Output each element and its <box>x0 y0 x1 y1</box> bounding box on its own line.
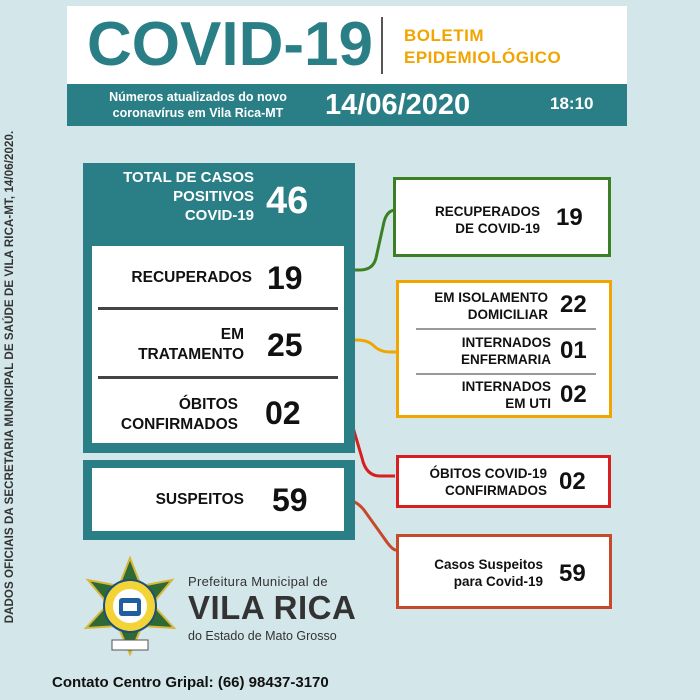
detail-recuperados-label-line2: DE COVID-19 <box>455 221 540 236</box>
detail-suspeitos-box <box>396 534 612 609</box>
detail-recuperados-box <box>393 177 611 257</box>
total-cases-label-line2: POSITIVOS <box>173 188 254 205</box>
detail-isolamento-value: 22 <box>560 291 587 318</box>
detail-enfermaria-label <box>407 334 551 368</box>
header-info-line1: Números atualizados do novo <box>109 90 287 104</box>
total-cases-label-line3: COVID-19 <box>184 207 254 224</box>
detail-enfermaria-value: 01 <box>560 337 587 364</box>
detail-obitos-label <box>407 465 547 499</box>
obitos-label <box>92 395 238 435</box>
municipal-crest-icon <box>78 556 182 660</box>
detail-suspeitos-label-line2: para Covid-19 <box>453 574 543 589</box>
detail-recuperados-label-line1: RECUPERADOS <box>434 204 540 219</box>
detail-obitos-label-line1: ÓBITOS COVID-19 <box>429 466 547 481</box>
suspeitos-label: SUSPEITOS <box>155 491 244 508</box>
report-date: 14/06/2020 <box>325 89 471 121</box>
detail-recuperados-label <box>406 203 540 237</box>
recuperados-value: 19 <box>267 260 303 296</box>
summary-divider-1 <box>98 307 338 310</box>
detail-suspeitos-label <box>407 556 543 590</box>
detail-enfermaria-label-line1: INTERNADOS <box>461 335 551 350</box>
detail-obitos-box <box>396 455 611 508</box>
page-title: COVID-19 <box>87 10 373 79</box>
obitos-label-line1: ÓBITOS <box>178 396 238 413</box>
tratamento-label <box>92 325 244 365</box>
detail-tratamento-divider-2 <box>416 373 596 375</box>
tratamento-label-line2: TRATAMENTO <box>138 346 244 363</box>
detail-uti-value: 02 <box>560 381 587 408</box>
suspeitos-value: 59 <box>272 482 308 518</box>
detail-isolamento-label <box>407 289 548 323</box>
bulletin-title-line1: BOLETIM <box>404 26 484 45</box>
detail-obitos-label-line2: CONFIRMADOS <box>445 483 547 498</box>
detail-tratamento-divider-1 <box>416 328 596 330</box>
bulletin-title-line2: EPIDEMIOLÓGICO <box>404 48 562 67</box>
detail-suspeitos-value: 59 <box>559 560 586 587</box>
summary-divider-2 <box>98 376 338 379</box>
obitos-value: 02 <box>265 395 301 431</box>
detail-uti-label-line2: EM UTI <box>505 396 551 411</box>
detail-enfermaria-label-line2: ENFERMARIA <box>461 352 551 367</box>
detail-isolamento-label-line2: DOMICILIAR <box>467 307 548 322</box>
contact-info: Contato Centro Gripal: (66) 98437-3170 <box>52 674 329 691</box>
obitos-label-line2: CONFIRMADOS <box>120 416 238 433</box>
recuperados-label: RECUPERADOS <box>131 269 252 286</box>
total-cases-label <box>92 168 254 225</box>
logo-line2: VILA RICA <box>188 589 357 626</box>
total-cases-label-line1: TOTAL DE CASOS <box>123 169 254 186</box>
detail-uti-label <box>407 378 551 412</box>
side-source-text: DADOS OFICIAIS DA SECRETARIA MUNICIPAL DE SAÚDE DE VILA RICA-MT, 14/06/2020. <box>4 130 16 624</box>
detail-suspeitos-label-line1: Casos Suspeitos <box>434 557 543 572</box>
detail-uti-label-line1: INTERNADOS <box>461 379 551 394</box>
logo-line1: Prefeitura Municipal de <box>188 574 328 589</box>
detail-obitos-value: 02 <box>559 468 586 495</box>
detail-recuperados-value: 19 <box>556 204 583 231</box>
total-cases-value: 46 <box>266 180 309 222</box>
detail-tratamento-box <box>396 280 612 418</box>
tratamento-label-line1: EM <box>220 326 244 343</box>
tratamento-value: 25 <box>267 327 303 363</box>
detail-isolamento-label-line1: EM ISOLAMENTO <box>434 290 548 305</box>
header-info-line2: coronavírus em Vila Rica-MT <box>112 106 284 120</box>
report-time: 18:10 <box>550 94 594 113</box>
logo-line3: do Estado de Mato Grosso <box>188 629 337 643</box>
